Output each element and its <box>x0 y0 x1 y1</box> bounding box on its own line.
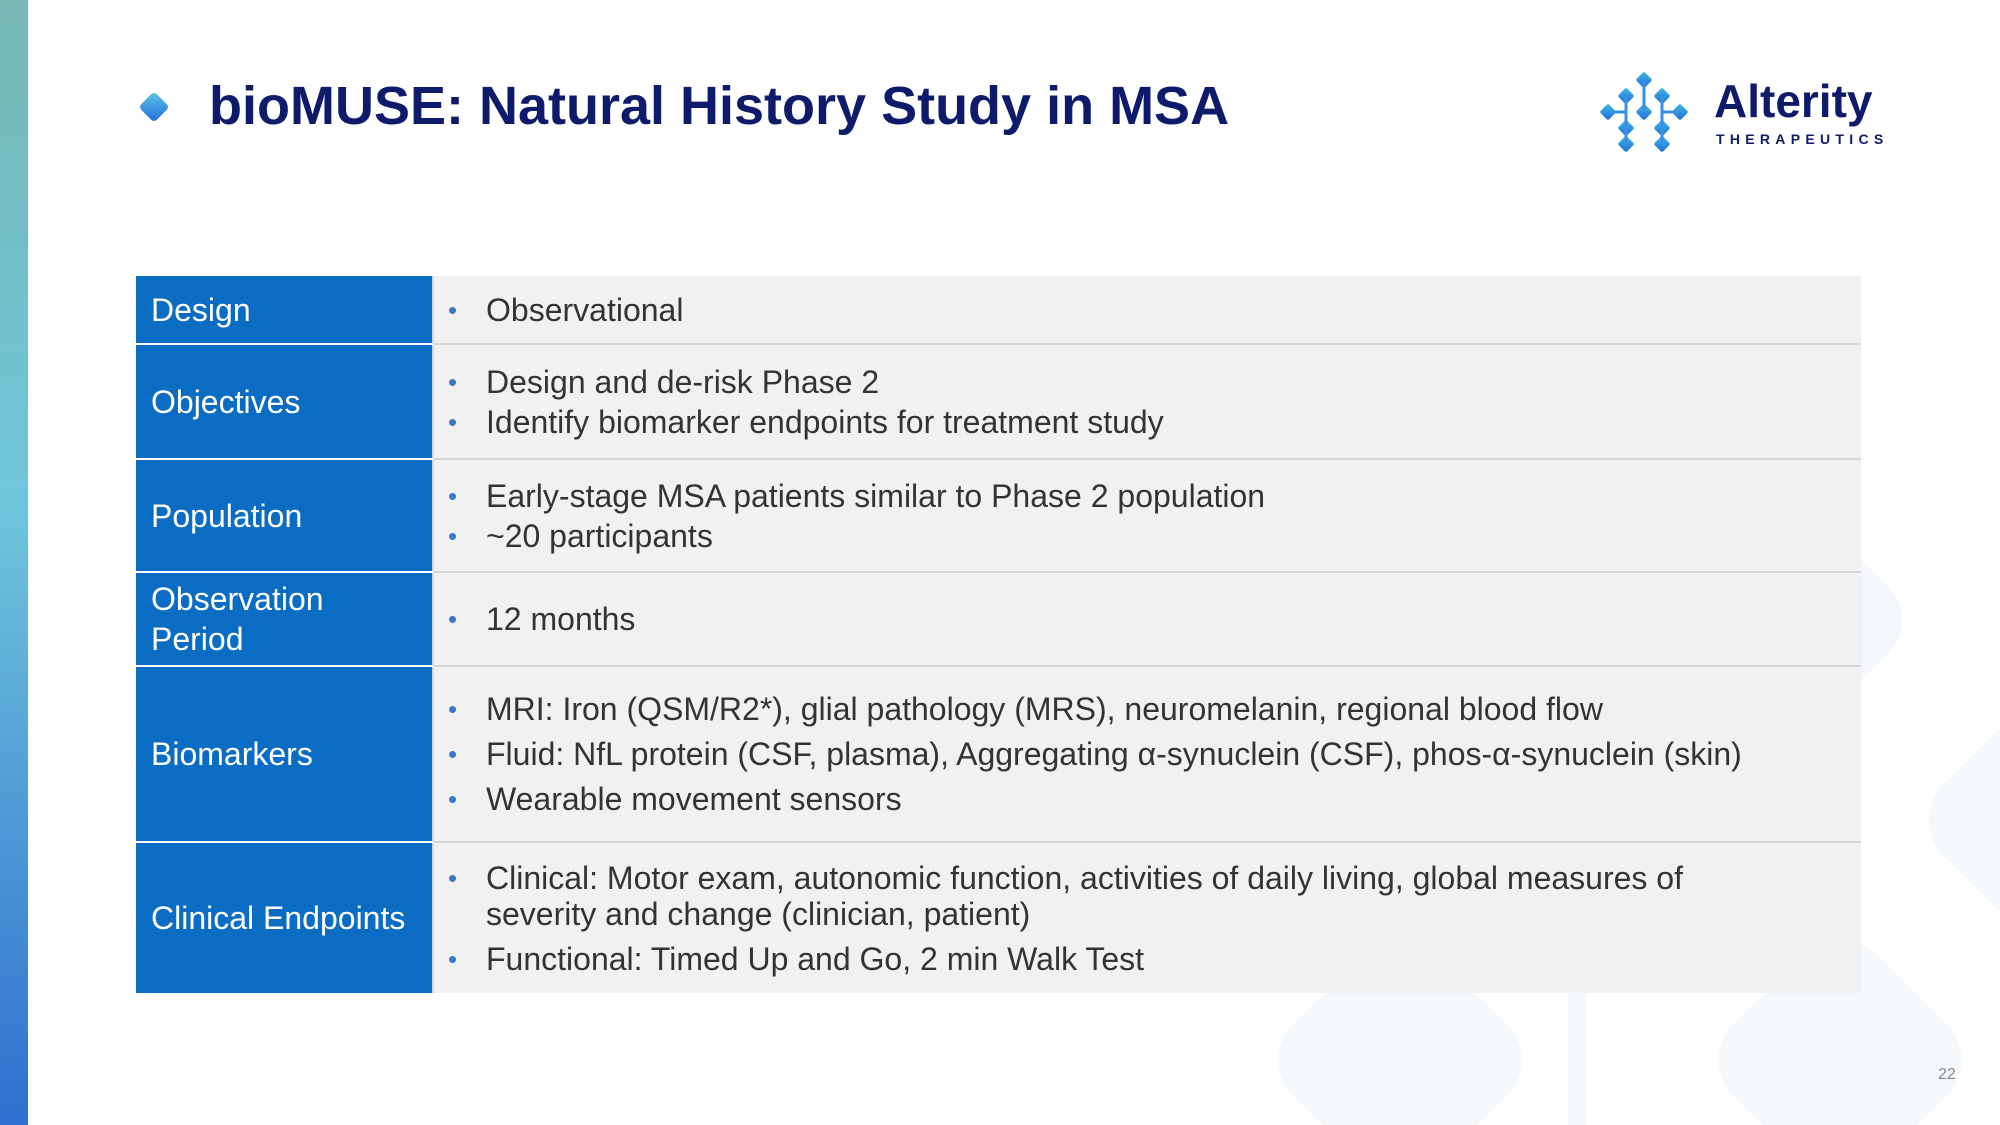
list-item <box>448 781 1861 817</box>
bullet-text: Functional: Timed Up and Go, 2 min Walk Test <box>486 940 1145 977</box>
table-row-objectives <box>136 345 1861 460</box>
bullet-text: MRI: Iron (QSM/R2*), glial pathology (MRS), neuromelanin, regional blood flow <box>486 691 1603 727</box>
page-number: 22 <box>1938 1066 1956 1083</box>
list-item <box>448 518 1861 554</box>
row-content <box>434 276 1861 343</box>
list-item <box>448 292 1861 328</box>
row-content <box>434 843 1861 993</box>
bullet-icon: • <box>448 943 458 974</box>
bullet-text: ~20 participants <box>486 517 713 554</box>
row-label: Observation Period <box>136 573 434 667</box>
list-item <box>448 941 1861 977</box>
row-label: Clinical Endpoints <box>136 843 434 993</box>
bullet-icon: • <box>448 784 458 814</box>
row-label: Objectives <box>136 345 434 460</box>
table-row-biomarkers <box>136 667 1861 843</box>
logo-subtitle: THERAPEUTICS <box>1716 131 1889 147</box>
table-row-population <box>136 460 1861 573</box>
company-logo <box>1594 72 1914 152</box>
list-item <box>448 404 1861 440</box>
bullet-icon: • <box>448 520 458 551</box>
bullet-text: Clinical: Motor exam, autonomic function, activities of daily living, global measures of severity and change (clinician, patient) <box>486 859 1683 932</box>
bullet-text: Early-stage MSA patients similar to Phase 2 population <box>486 477 1266 514</box>
study-table <box>136 276 1861 993</box>
bullet-icon: • <box>448 862 458 893</box>
list-item <box>448 736 1861 772</box>
logo-mark-icon <box>1594 72 1690 152</box>
bullet-icon: • <box>448 294 458 325</box>
row-content <box>434 573 1861 665</box>
bullet-text: Observational <box>486 291 684 328</box>
bullet-icon: • <box>448 480 458 511</box>
slide-title: bioMUSE: Natural History Study in MSA <box>209 76 1230 136</box>
list-item <box>448 860 1861 932</box>
row-content <box>434 460 1861 571</box>
row-label: Population <box>136 460 434 573</box>
list-item <box>448 478 1861 514</box>
bullet-text: Identify biomarker endpoints for treatment study <box>486 403 1164 440</box>
bullet-icon: • <box>448 694 458 724</box>
row-content <box>434 345 1861 458</box>
row-label: Biomarkers <box>136 667 434 843</box>
table-row-clinical-endpoints <box>136 843 1861 993</box>
list-item <box>448 364 1861 400</box>
bullet-text: Wearable movement sensors <box>486 781 902 817</box>
bullet-icon: • <box>448 366 458 397</box>
table-row-design <box>136 276 1861 345</box>
list-item <box>448 691 1861 727</box>
list-item <box>448 601 1861 637</box>
bullet-text: Fluid: NfL protein (CSF, plasma), Aggregating α-synuclein (CSF), phos-α-synuclein (skin) <box>486 736 1742 772</box>
bullet-icon: • <box>448 739 458 769</box>
row-label: Design <box>136 276 434 345</box>
bullet-icon: • <box>448 604 458 634</box>
logo-name: Alterity <box>1714 75 1873 127</box>
bullet-text: 12 months <box>486 601 636 637</box>
bullet-icon: • <box>448 406 458 437</box>
table-row-observation-period <box>136 573 1861 667</box>
bullet-text: Design and de-risk Phase 2 <box>486 363 880 400</box>
title-diamond-icon <box>137 90 171 124</box>
row-content <box>434 667 1861 841</box>
